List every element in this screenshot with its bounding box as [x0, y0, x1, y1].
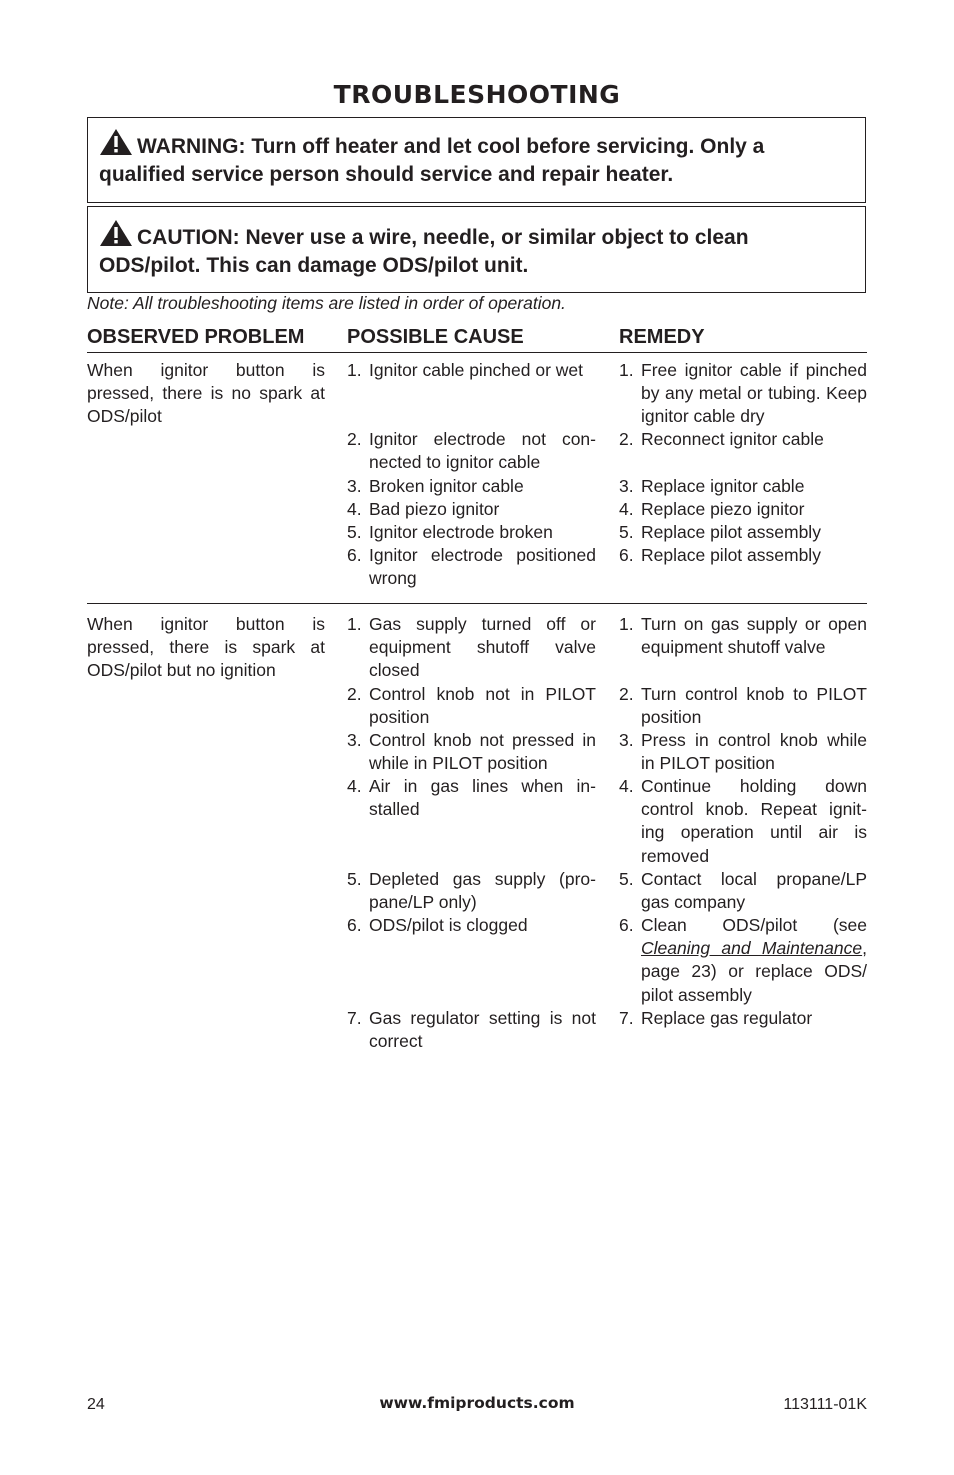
cause-item: 2. Ignitor electrode not con-nected to ignitor cable	[347, 429, 596, 473]
cause-item: 5. Ignitor electrode broken	[347, 522, 553, 542]
page-number: 24	[87, 1396, 105, 1413]
warning-box	[87, 117, 866, 203]
cause-item: 3. Control knob not pressed in while in PILOT position	[347, 730, 596, 774]
row-divider	[87, 603, 867, 604]
cause-item: 7. Gas regulator setting is not correct	[347, 1008, 596, 1052]
table-header	[87, 324, 867, 353]
note-text: Note: All troubleshooting items are listed in order of operation.	[87, 293, 566, 313]
remedy-item: 5. Replace pilot assembly	[619, 522, 821, 542]
remedy-item: 4. Replace piezo ignitor	[619, 499, 805, 519]
column-header-remedy: REMEDY	[619, 326, 705, 348]
warning-text: WARNING: Turn off heater and let cool before servicing. Only a qualified service person should service and repair heater.	[99, 135, 765, 186]
cause-item: 6. ODS/pilot is clogged	[347, 915, 528, 935]
remedy-item: 4. Continue holding down control knob. Repeat ignit-ing operation until air is removed	[619, 776, 867, 866]
document-code: 113111-01K	[783, 1396, 867, 1413]
cause-item: 5. Depleted gas supply (pro-pane/LP only)	[347, 869, 596, 913]
problem-cell: When ignitor button is pressed, there is no spark at ODS/pilot	[87, 360, 325, 427]
remedy-item: 1. Free ignitor cable if pinched by any metal or tubing. Keep ignitor cable dry	[619, 360, 867, 427]
caution-text: CAUTION: Never use a wire, needle, or similar object to clean ODS/pilot. This can damage ODS/pilot unit.	[99, 226, 749, 277]
cause-item: 1. Ignitor cable pinched or wet	[347, 360, 584, 380]
cause-item: 6. Ignitor electrode positioned wrong	[347, 545, 596, 589]
footer-url: www.fmiproducts.com	[379, 1394, 575, 1412]
remedy-item: 5. Contact local propane/LP gas company	[619, 869, 867, 913]
warning-triangle-icon	[99, 128, 133, 156]
remedy-item: 7. Replace gas regulator	[619, 1008, 813, 1028]
column-header-problem: OBSERVED PROBLEM	[87, 326, 305, 348]
problem-cell: When ignitor button is pressed, there is spark at ODS/pilot but no ignition	[87, 614, 325, 681]
remedy-item: 3. Replace ignitor cable	[619, 476, 805, 496]
caution-box	[87, 206, 866, 293]
remedy-item: 2. Reconnect ignitor cable	[619, 429, 824, 449]
column-header-cause: POSSIBLE CAUSE	[347, 326, 524, 348]
remedy-item: 1. Turn on gas supply or open equipment shutoff valve	[619, 614, 867, 658]
cause-item: 3. Broken ignitor cable	[347, 476, 524, 496]
cause-item: 4. Bad piezo ignitor	[347, 499, 500, 519]
cross-reference-link: Cleaning and Maintenance	[641, 938, 863, 959]
remedy-item: 2. Turn control knob to PILOT position	[619, 684, 867, 728]
cause-item: 1. Gas supply turned off or equipment shutoff valve closed	[347, 614, 596, 681]
remedy-item: 3. Press in control knob while in PILOT position	[619, 730, 867, 774]
warning-triangle-icon	[99, 219, 133, 247]
page-title: TROUBLESHOOTING	[333, 80, 621, 109]
cause-item: 4. Air in gas lines when in-stalled	[347, 776, 596, 820]
cause-item: 2. Control knob not in PILOT position	[347, 684, 596, 728]
remedy-item: 6. Replace pilot assembly	[619, 545, 821, 565]
remedy-item: 6. Clean ODS/pilot (see Cleaning and Maintenance, page 23) or replace ODS/ pilot assembly	[619, 915, 867, 1005]
